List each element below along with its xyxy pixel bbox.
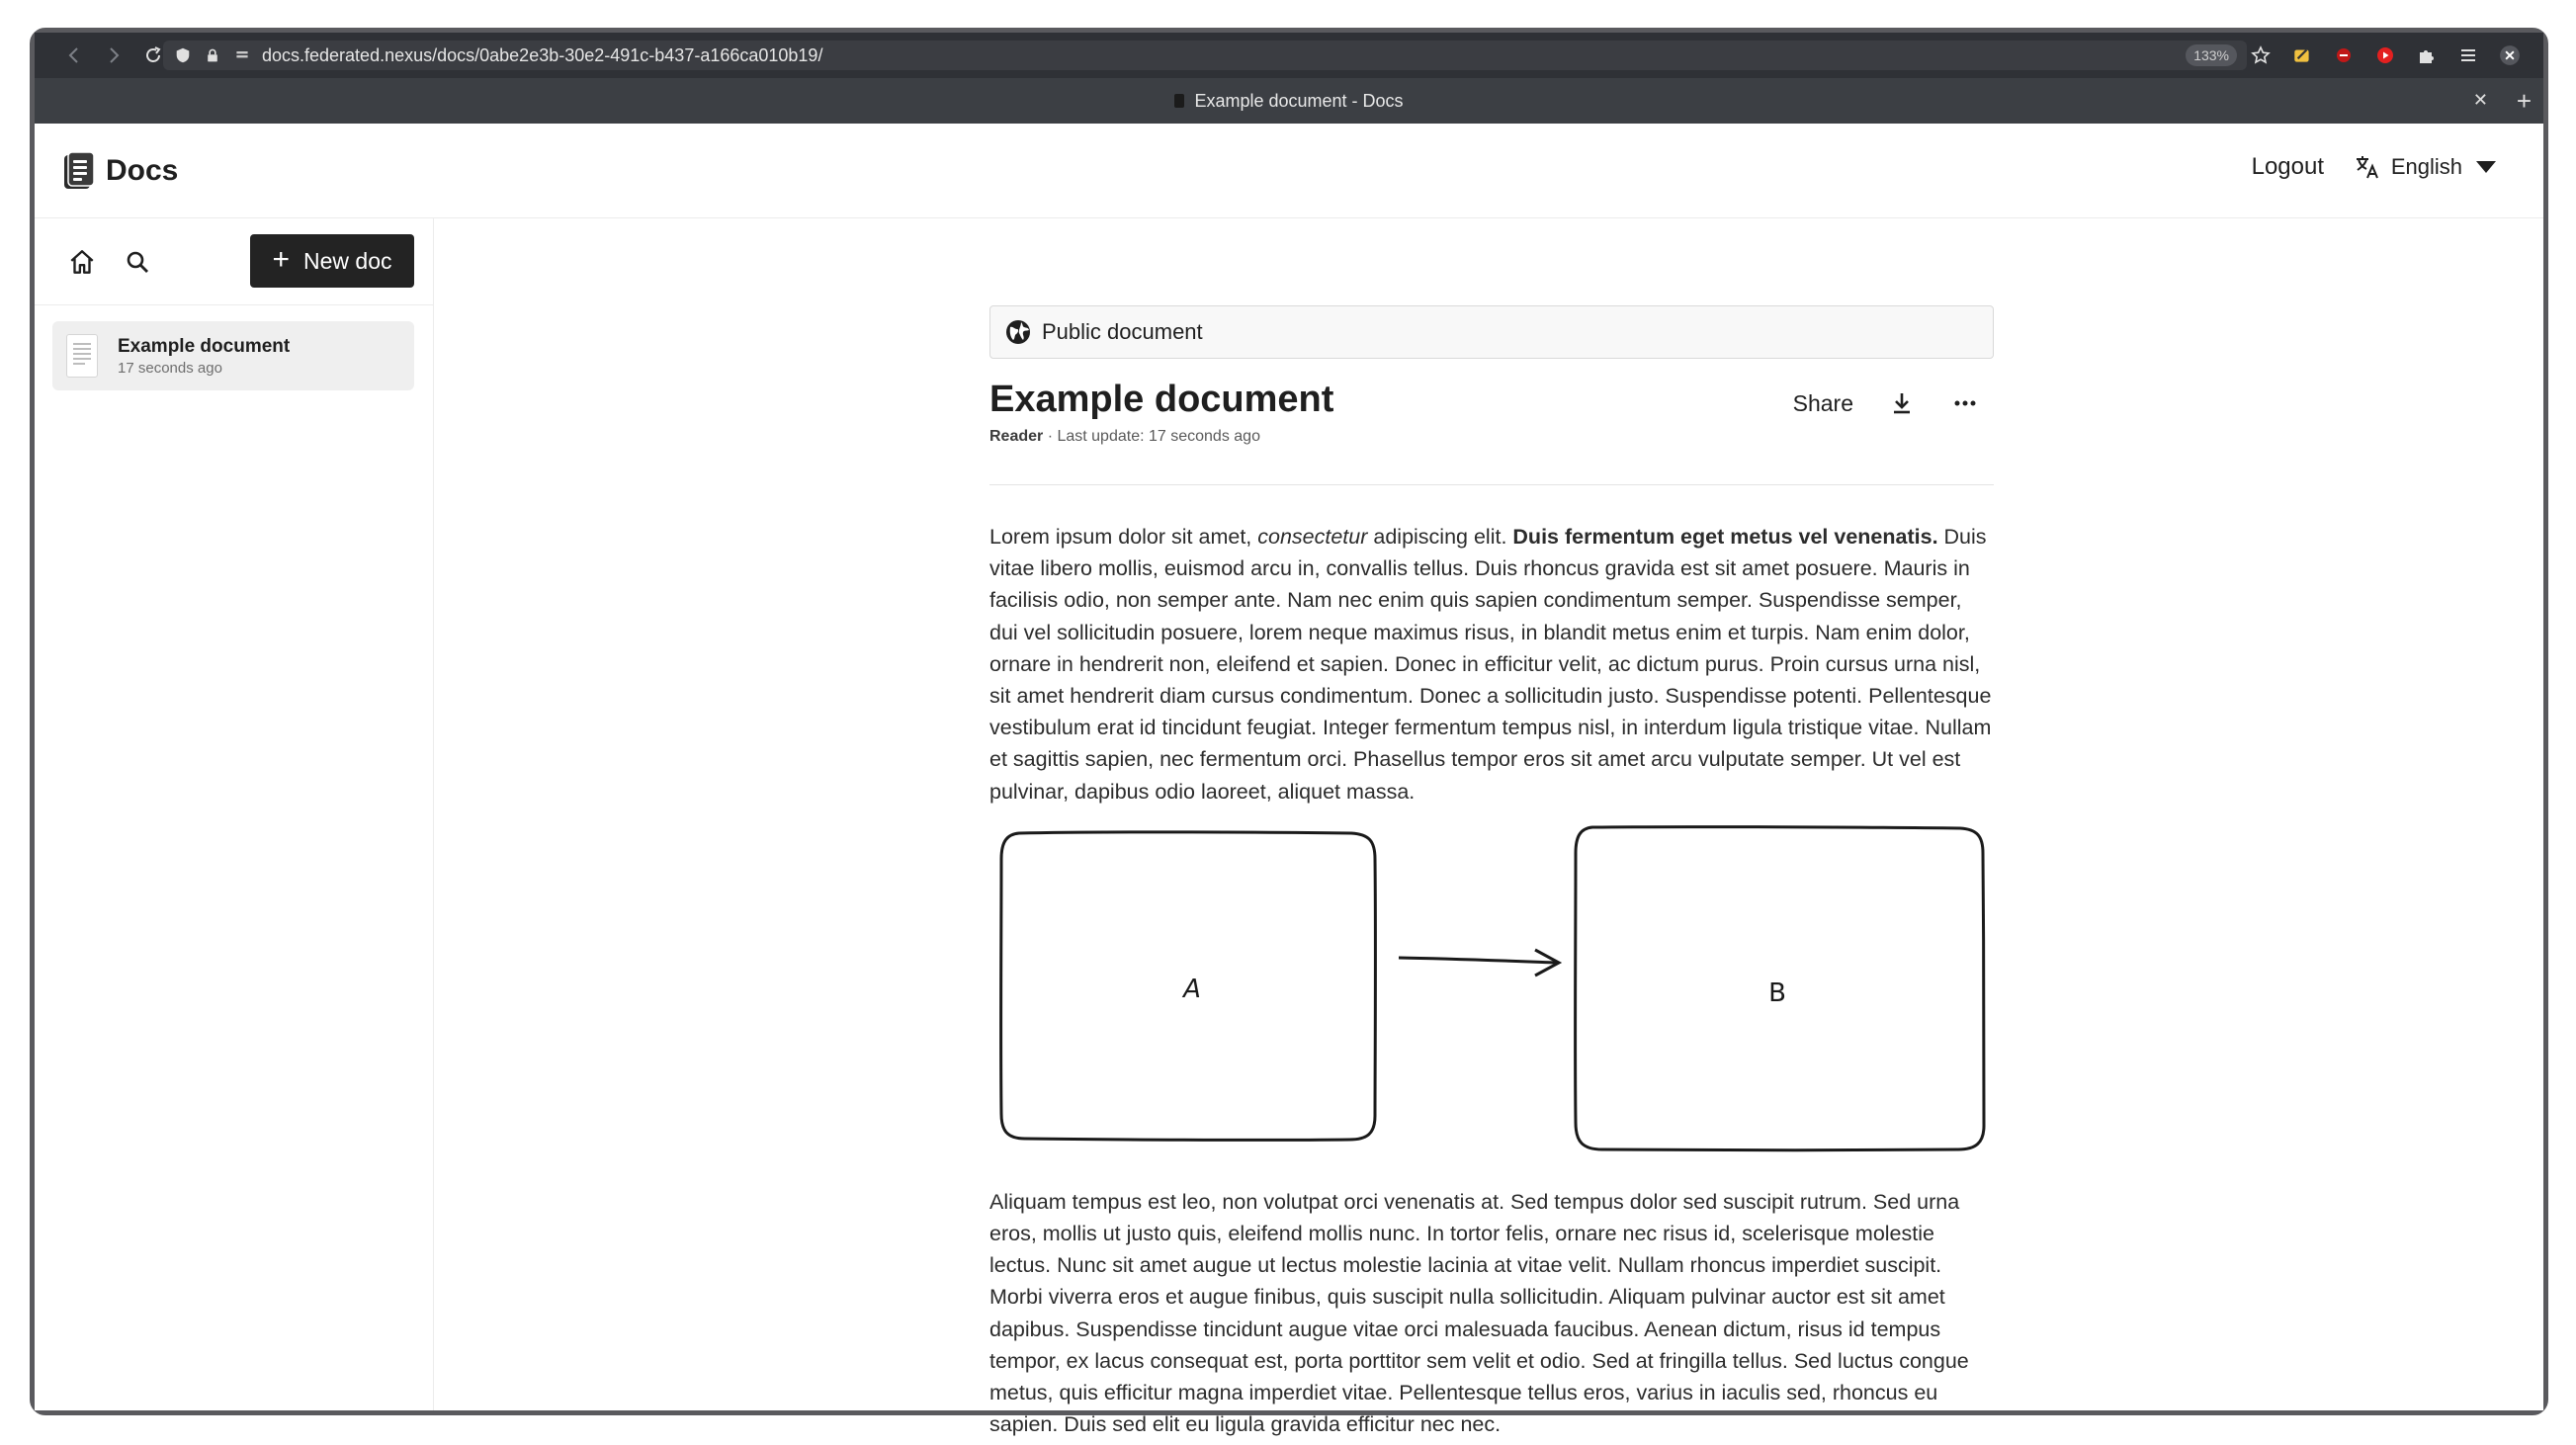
forward-icon[interactable] bbox=[94, 36, 133, 75]
active-tab[interactable] bbox=[1174, 91, 1403, 112]
docs-logo-icon bbox=[62, 151, 96, 191]
document-header bbox=[989, 359, 1994, 485]
p1-italic: consectetur bbox=[1257, 525, 1368, 549]
document-thumbnail-icon bbox=[66, 334, 98, 378]
tab-favicon-icon bbox=[1174, 94, 1184, 108]
toolbar-icons bbox=[2247, 39, 2524, 72]
sidebar bbox=[35, 218, 434, 1410]
box-b bbox=[1576, 826, 1984, 1149]
visibility-label: Public document bbox=[1042, 319, 1203, 344]
lock-icon[interactable] bbox=[203, 45, 222, 65]
search-icon[interactable] bbox=[118, 242, 157, 282]
p1-text-b: adipiscing elit. bbox=[1367, 525, 1513, 549]
box-b-label: B bbox=[1768, 978, 1786, 1008]
download-icon[interactable] bbox=[1887, 388, 1917, 418]
zoom-indicator[interactable]: 133% bbox=[2186, 44, 2237, 66]
brand-link[interactable] bbox=[62, 151, 178, 191]
tab-close-icon[interactable]: ✕ bbox=[2472, 90, 2488, 110]
p1-bold: Duis fermentum eget metus vel venenatis. bbox=[1512, 525, 1938, 549]
more-options-icon[interactable] bbox=[1950, 388, 1980, 418]
box-a bbox=[1001, 832, 1376, 1141]
bookmark-star-icon[interactable] bbox=[2247, 42, 2275, 69]
sidebar-doc-updated: 17 seconds ago bbox=[118, 359, 222, 377]
p1-text-c: Duis vitae libero mollis, euismod arcu in, convallis tellus. Duis rhoncus gravida est sit amet posuere. Mauris in facilisis odio, non semper ante. Nam nec enim quis sapien condimentum semper. Suspendisse semper, dui vel sollicitudin posuere, lorem neque maximus risus, in blandit metus enim et turpis. Nam enim dolor, ornare in hendrerit non, eleifend et sapien. Donec in efficitur velit, ac dictum purus. Proin cursus urna nisl, sit amet hendrerit diam cursus condimentum. Donec a sollicitudin justo. Suspendisse potenti. Pellentesque vestibulum erat id tincidunt feugiat. Integer fermentum tempus nisl, in interdum ligula tristique vitae. Nullam et sagittis sapien, nec fermentum orci. Phasellus tempor eros sit amet arcu vulputate semper. Ut vel est pulvinar, dapibus odio laoreet, aliquet massa. bbox=[989, 525, 1992, 804]
close-window-icon[interactable] bbox=[2496, 42, 2524, 69]
share-button[interactable]: Share bbox=[1792, 389, 1853, 416]
new-doc-label: New doc bbox=[303, 247, 392, 274]
brand-name: Docs bbox=[106, 154, 179, 187]
tracking-shield-icon[interactable] bbox=[173, 45, 193, 65]
public-document-banner bbox=[989, 305, 1994, 359]
document-title[interactable]: Example document bbox=[989, 379, 1334, 420]
language-selector[interactable] bbox=[2354, 153, 2500, 181]
extensions-puzzle-icon[interactable] bbox=[2413, 42, 2441, 69]
browser-window bbox=[30, 28, 2548, 1437]
tab-title: Example document - Docs bbox=[1194, 90, 1404, 111]
box-a-label: A bbox=[1183, 974, 1201, 1004]
document-meta bbox=[989, 428, 1260, 446]
url-bar-row bbox=[35, 33, 2543, 78]
plus-icon: + bbox=[272, 242, 291, 276]
main-content bbox=[434, 218, 2543, 1437]
menu-icon[interactable] bbox=[2454, 42, 2482, 69]
logout-button[interactable]: Logout bbox=[2251, 153, 2324, 180]
last-update-label: · Last update: 17 seconds ago bbox=[1043, 428, 1260, 445]
url-text: docs.federated.nexus/docs/0abe2e3b-30e2-491c-b437-a166ca010b19/ bbox=[262, 44, 823, 65]
browser-chrome bbox=[35, 33, 2543, 124]
paragraph-1 bbox=[989, 521, 1994, 808]
paragraph-2: Aliquam tempus est leo, non volutpat orci venenatis at. Sed tempus dolor sed suscipit rutrum. Sed urna eros, mollis ut justo quis, eleifend mollis nunc. In tortor felis, ornare nec risus id, scelerisque molestie lectus. Nunc sit amet augue ut lectus molestie lacinia at vitae velit. Nullam rhoncus imperdiet suscipit. Morbi viverra eros et augue finibus, quis suscipit nulla sollicitudin. Aliquam pulvinar auctor est sit amet dapibus. Suspendisse tincidunt augue vitae orci malesuada faucibus. Aenean dictum, risus id tempus tempor, ex lacus consequat est, porta porttitor sem velit et odio. Sed at fringilla tellus. Sed luctus congue metus, quis efficitur magna imperdiet vitae. Pellentesque tellus eros, varius in iaculis sed, rhoncus eu sapien. Duis sed elit eu ligula gravida efficitur nec nec. bbox=[989, 1189, 1969, 1437]
role-label: Reader bbox=[989, 428, 1044, 445]
drawing-diagram[interactable] bbox=[989, 821, 1994, 1169]
new-doc-button[interactable] bbox=[250, 234, 414, 288]
back-icon[interactable] bbox=[54, 36, 94, 75]
document-actions bbox=[1793, 388, 1980, 418]
document bbox=[989, 305, 1994, 1440]
chevron-down-icon bbox=[2472, 153, 2500, 181]
arrow bbox=[1399, 950, 1559, 976]
sidebar-doc-item[interactable] bbox=[52, 321, 414, 390]
home-icon[interactable] bbox=[62, 242, 102, 282]
extension-youtube-icon[interactable] bbox=[2371, 42, 2399, 69]
address-bar[interactable] bbox=[163, 41, 2247, 70]
page-info-icon[interactable] bbox=[232, 45, 252, 65]
new-tab-icon[interactable]: + bbox=[2516, 86, 2532, 116]
app-header bbox=[35, 124, 2543, 218]
p1-text-a: Lorem ipsum dolor sit amet, bbox=[989, 525, 1258, 549]
extension-notes-icon[interactable] bbox=[2288, 42, 2316, 69]
language-label: English bbox=[2390, 154, 2462, 179]
extension-blocker-icon[interactable] bbox=[2330, 42, 2358, 69]
sidebar-toolbar bbox=[35, 218, 433, 305]
sidebar-doc-title: Example document bbox=[118, 335, 291, 357]
tab-strip bbox=[35, 78, 2543, 124]
globe-icon bbox=[1004, 318, 1032, 346]
translate-icon bbox=[2354, 153, 2381, 181]
